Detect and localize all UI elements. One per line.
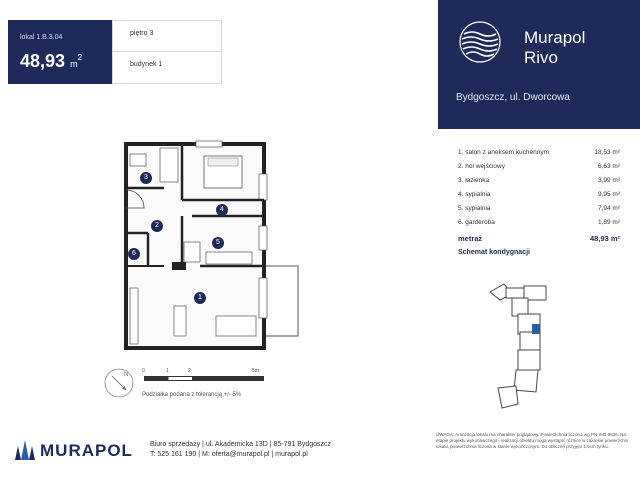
total-area-row: metraż 48,93 m² <box>458 234 620 243</box>
scale-tick: 5m <box>252 368 259 374</box>
room-marker-1: 1 <box>194 286 206 304</box>
room-list <box>458 146 620 246</box>
room-marker-5: 5 <box>212 231 224 249</box>
murapol-wordmark: MURAPOL <box>40 441 133 460</box>
room-marker-4: 4 <box>216 198 228 216</box>
wave-logo-icon <box>458 20 502 64</box>
disclaimer-note: UWAGA: Aranżacja lokalu ma charakter poglądowy. Powierzchnia liczona wg PN-ISO 9836. Na etapie projektu wykonawczego i realizacji obiektu mogą wystąpić różnice w zakresie powierzchni lokalu, powierzchnia liczona w stanie wykończonym. Do obliczeń przyjęto 1,5cm tynku. <box>436 432 629 449</box>
room-marker-2: 2 <box>151 214 163 232</box>
scale-bar <box>142 368 272 394</box>
room-row: 6. garderoba 1,89 m² <box>458 219 620 226</box>
project-location: Bydgoszcz, ul. Dworcowa <box>456 92 570 103</box>
unit-id: lokal 1.B.3.04 <box>20 34 63 41</box>
room-row: 4. sypialnia 9,95 m² <box>458 191 620 198</box>
building-label: budynek 1 <box>130 61 163 68</box>
scale-tick: 0 <box>142 368 145 374</box>
floor-schema-title: Schemat kondygnacji <box>458 249 530 256</box>
floor-label: piętro 3 <box>113 21 221 52</box>
unit-summary <box>8 20 112 84</box>
compass-icon <box>102 366 136 400</box>
room-marker-3: 3 <box>140 166 152 184</box>
sales-office-info: Biuro sprzedaży | ul. Akademicka 13D | 85-791 Bydgoszcz T: 525 161 190 | M: oferta@murapol.pl | murapol.pl <box>150 441 332 458</box>
brand-panel <box>438 0 640 129</box>
room-row: 2. hol wejściowy 6,63 m² <box>458 163 620 170</box>
murapol-logo-icon <box>14 438 36 462</box>
floor-plan <box>104 138 304 350</box>
scale-tick: 2 <box>188 368 191 374</box>
room-row: 5. sypialnia 7,94 m² <box>458 205 620 212</box>
unit-location-box <box>112 20 222 84</box>
unit-area: 48,93 $m^2$ <box>20 51 83 71</box>
room-row: 3. łazienka 3,99 m² <box>458 177 620 184</box>
scale-tick: 1 <box>166 368 169 374</box>
building-site-plan <box>488 274 558 414</box>
room-row: 1. salon z aneksem kuchennym 18,53 m² <box>458 149 620 156</box>
svg-text:N: N <box>124 372 129 378</box>
room-marker-6: 6 <box>128 242 140 260</box>
project-name: Murapol Rivo <box>524 28 586 67</box>
scale-note: Podziałka podana z tolerancją +/- 5% <box>142 392 242 398</box>
